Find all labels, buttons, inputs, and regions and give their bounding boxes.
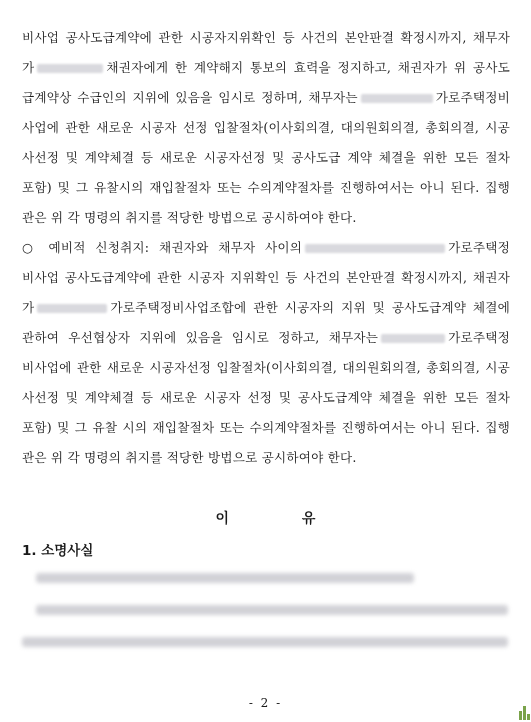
text: 비사업에 관한 새로운 시공자선정 입찰절차(이사회의결, 대의원회의결, 총회의결, 시공 xyxy=(22,360,510,375)
page-number: - 2 - xyxy=(248,696,283,710)
text: 가로주택정 xyxy=(448,330,510,345)
text: 가로주택정 xyxy=(448,240,510,255)
p1-line-1 xyxy=(22,27,510,49)
text: 가 xyxy=(22,60,35,75)
text: 포함) 및 그 유찰 시의 재입찰절차 또는 수의계약절차를 진행하여서는 아니 된다. 집행 xyxy=(22,420,510,435)
p2-line-1 xyxy=(22,237,510,259)
text: 사선정 및 계약체결 등 새로운 시공자선정 및 공사도급 계약 체결을 위한 모든 절차 xyxy=(22,150,510,165)
p2-line-5 xyxy=(22,357,510,379)
redacted-text-line xyxy=(22,637,508,647)
text: 관은 위 각 명령의 취지를 적당한 방법으로 공시하여야 한다. xyxy=(22,450,357,465)
text: 가로주택정비사업조합에 관한 시공자의 지위 및 공사도급계약 체결에 xyxy=(110,300,510,315)
redacted-text-line xyxy=(36,605,508,615)
section-heading: 1. 소명사실 xyxy=(22,543,94,559)
p2-line-8 xyxy=(22,447,510,469)
text: 비사업 공사도급계약에 관한 시공자지위확인 등 사건의 본안판결 확정시까지, 채무자 xyxy=(22,30,510,45)
p1-line-4 xyxy=(22,117,510,139)
p1-line-6 xyxy=(22,177,510,199)
text: 관은 위 각 명령의 취지를 적당한 방법으로 공시하여야 한다. xyxy=(22,210,357,225)
text: 급계약상 수급인의 지위에 있음을 임시로 정하며, 채무자는 xyxy=(22,90,358,105)
redacted-text-line xyxy=(36,573,414,583)
redaction xyxy=(37,64,103,73)
p2-line-2 xyxy=(22,267,510,289)
p2-line-6 xyxy=(22,387,510,409)
text: 채권자에게 한 계약해지 통보의 효력을 정지하고, 채권자가 위 공사도 xyxy=(106,60,510,75)
p1-line-7 xyxy=(22,207,510,229)
p2-line-4 xyxy=(22,327,510,349)
p2-line-3 xyxy=(22,297,510,319)
redaction xyxy=(37,304,107,313)
bar-chart-icon xyxy=(518,702,531,722)
text: 가로주택정비 xyxy=(435,90,510,105)
p1-line-5 xyxy=(22,147,510,169)
text: 비사업 공사도급계약에 관한 시공자 지위확인 등 사건의 본안판결 확정시까지, 채권자 xyxy=(22,270,510,285)
text: ○ 예비적 신청취지: 채권자와 채무자 사이의 xyxy=(22,240,303,255)
p1-line-3 xyxy=(22,87,510,109)
text: 가 xyxy=(22,300,35,315)
redaction xyxy=(381,334,445,343)
text: 포함) 및 그 유찰시의 재입찰절차 또는 수의계약절차를 진행하여서는 아니 된다. 집행 xyxy=(22,180,510,195)
redaction xyxy=(305,244,445,253)
redaction xyxy=(361,94,433,103)
text: 사업에 관한 새로운 시공자 선정 입찰절차(이사회의결, 대의원회의결, 총회의결, 시공 xyxy=(22,120,510,135)
p1-line-2 xyxy=(22,57,510,79)
section-title: 이 유 xyxy=(215,511,350,527)
text: 사선정 및 계약체결 등 새로운 시공자 선정 및 공사도급계약 체결을 위한 모든 절차 xyxy=(22,390,510,405)
p2-line-7 xyxy=(22,417,510,439)
text: 관하여 우선협상자 지위에 있음을 임시로 정하고, 채무자는 xyxy=(22,330,379,345)
